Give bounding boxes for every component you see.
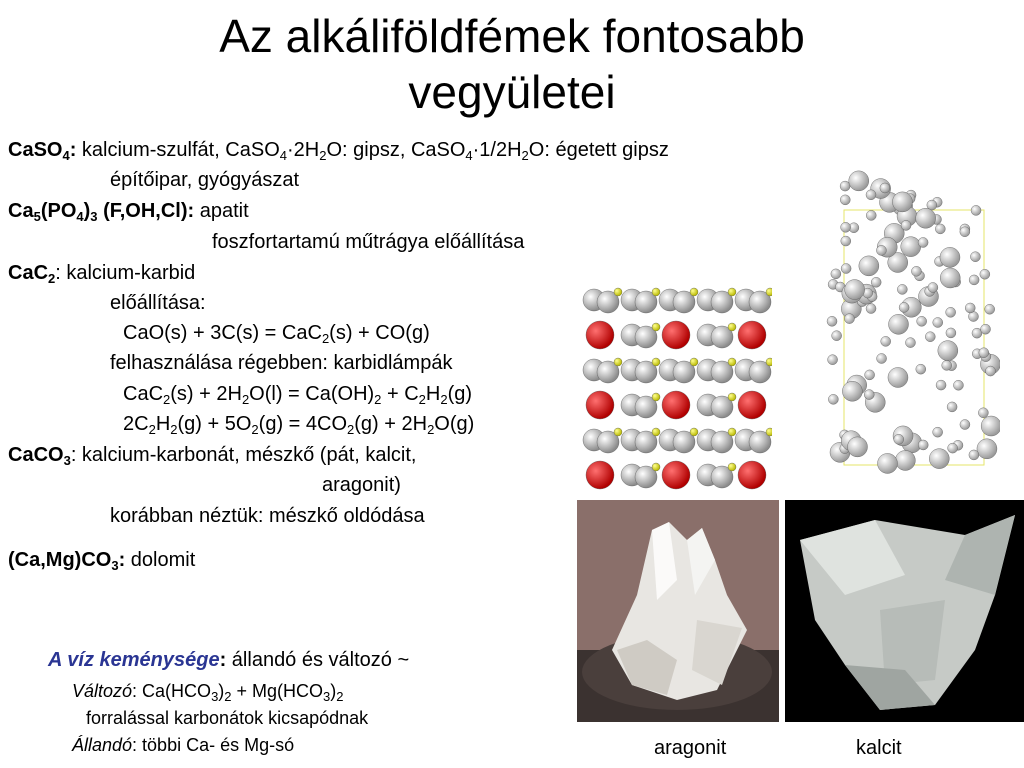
oxygen-atom	[985, 366, 995, 376]
calcium-atom	[895, 450, 915, 470]
carbon-atom	[690, 428, 698, 436]
oxygen-atom	[827, 316, 837, 326]
oxygen-atom	[841, 222, 851, 232]
calcium-atom	[916, 208, 936, 228]
calcium-atom	[901, 237, 921, 257]
carbon-atom	[652, 393, 660, 401]
oxygen-atom	[918, 440, 928, 450]
oxygen-atom	[978, 408, 988, 418]
oxygen-atom	[948, 443, 958, 453]
carbon-atom	[652, 323, 660, 331]
carbon-atom	[652, 463, 660, 471]
oxygen-atom	[866, 190, 876, 200]
title-line-1: Az alkáliföldfémek fontosabb	[219, 10, 805, 62]
carbon-atom	[728, 288, 736, 296]
oxygen-atom	[947, 402, 957, 412]
oxygen-atom	[840, 181, 850, 191]
oxygen-atom	[969, 275, 979, 285]
calcium-atom	[938, 341, 958, 361]
calcium-atom	[859, 256, 879, 276]
calcium-atom	[845, 280, 865, 300]
oxygen-atom	[899, 302, 909, 312]
caco3-note: korábban néztük: mészkő oldódása	[110, 505, 425, 527]
slide-title	[0, 8, 1024, 120]
calcium-atom	[940, 268, 960, 288]
oxygen-atom	[965, 303, 975, 313]
hardness-temp: Változó: $Ca(HCO_3)_2 + Mg(HCO_3)_2$	[72, 681, 344, 704]
caco3-line2: aragonit)	[322, 474, 401, 496]
oxygen-atom	[897, 284, 907, 294]
oxygen-atom	[980, 269, 990, 279]
oxygen-atom	[928, 282, 938, 292]
oxygen-atom	[866, 304, 876, 314]
oxygen-atom	[866, 210, 876, 220]
calcium-atom	[842, 381, 862, 401]
oxygen-atom	[911, 266, 921, 276]
calcium-atom	[586, 461, 614, 489]
calcium-atom	[847, 437, 867, 457]
cac2-line: CaC$_2$: kalcium-karbid	[8, 262, 196, 286]
carbon-atom	[728, 323, 736, 331]
oxygen-atom	[864, 390, 874, 400]
oxygen-atom	[953, 380, 963, 390]
carbon-atom	[766, 358, 772, 366]
oxygen-atom	[960, 420, 970, 430]
carbon-atom	[690, 358, 698, 366]
carbon-atom	[728, 428, 736, 436]
calcium-atom	[877, 453, 897, 473]
caption-kalcit: kalcit	[856, 737, 902, 759]
oxygen-atom	[936, 380, 946, 390]
oxygen-atom	[971, 205, 981, 215]
calcium-atom	[981, 416, 1000, 436]
calcium-atom	[662, 461, 690, 489]
carbon-atom	[728, 393, 736, 401]
oxygen-atom	[969, 450, 979, 460]
carbon-atom	[614, 288, 622, 296]
oxygen-atom	[832, 331, 842, 341]
oxygen-atom	[876, 245, 886, 255]
oxygen-atom	[933, 317, 943, 327]
cac2-eq1: CaO(s) + 3C(s) = CaC$_2$(s) + CO(g)	[123, 322, 430, 346]
calcium-atom	[738, 321, 766, 349]
oxygen-atom	[871, 277, 881, 287]
oxygen-atom	[877, 353, 887, 363]
carbon-atom	[728, 358, 736, 366]
oxygen-atom	[942, 360, 952, 370]
caso4-use: építőipar, gyógyászat	[110, 169, 300, 191]
oxygen-atom	[841, 264, 851, 274]
oxygen-atom	[946, 307, 956, 317]
caso4-line: CaSO$_4$: kalcium-szulfát, $CaSO_4\cdot 2H_2O$: gipsz, $CaSO_4\cdot 1/2H_2O$: égetett gipsz	[8, 139, 669, 163]
calcium-atom	[849, 171, 869, 191]
oxygen-atom	[828, 394, 838, 404]
calcium-atom	[586, 321, 614, 349]
oxygen-atom	[831, 269, 841, 279]
calcium-atom	[977, 439, 997, 459]
hardness-perm: Állandó: többi Ca- és Mg-só	[72, 735, 295, 755]
oxygen-atom	[918, 237, 928, 247]
aragonit-photo	[577, 500, 779, 722]
cac2-eq2: $CaC_2(s) + 2H_2O(l) = Ca(OH)_2 + C_2H_2(g)$	[123, 383, 473, 407]
oxygen-atom	[933, 427, 943, 437]
calcite-crystal-structure-image	[822, 170, 1000, 480]
caption-aragonit: aragonit	[654, 737, 727, 759]
calcium-atom	[738, 461, 766, 489]
carbon-atom	[766, 288, 772, 296]
oxygen-atom	[901, 220, 911, 230]
oxygen-atom	[828, 355, 838, 365]
calcium-atom	[738, 391, 766, 419]
oxygen-atom	[840, 195, 850, 205]
calcium-atom	[662, 391, 690, 419]
cac2-eq3: $2C_2H_2(g) + 5O_2(g) = 4CO_2(g) + 2H_2O(g)$	[123, 413, 475, 437]
calcium-atom	[888, 367, 908, 387]
dolomit-line: $(Ca,Mg)CO_3$: dolomit	[8, 549, 196, 573]
carbon-atom	[766, 428, 772, 436]
cac2-crystal-structure-image	[582, 282, 772, 494]
carbon-atom	[690, 288, 698, 296]
oxygen-atom	[935, 224, 945, 234]
oxygen-atom	[916, 364, 926, 374]
oxygen-atom	[946, 328, 956, 338]
carbon-atom	[614, 358, 622, 366]
carbon-atom	[652, 428, 660, 436]
oxygen-atom	[881, 336, 891, 346]
oxygen-atom	[979, 348, 989, 358]
oxygen-atom	[841, 236, 851, 246]
oxygen-atom	[917, 316, 927, 326]
hardness-temp-note: forralással karbonátok kicsapódnak	[86, 708, 369, 728]
calcium-atom	[586, 391, 614, 419]
carbon-atom	[652, 288, 660, 296]
apatit-line: $Ca_5(PO_4)_3$ (F,OH,Cl): apatit	[8, 200, 249, 224]
carbon-atom	[728, 463, 736, 471]
apatit-use: foszfortartamú műtrágya előállítása	[212, 231, 525, 253]
calcium-atom	[929, 449, 949, 469]
cac2-prep: előállítása:	[110, 292, 206, 314]
caco3-line: CaCO$_3$: kalcium-karbonát, mészkő (pát, kalcit,	[8, 444, 417, 468]
oxygen-atom	[970, 252, 980, 262]
oxygen-atom	[880, 183, 890, 193]
oxygen-atom	[985, 304, 995, 314]
carbon-atom	[652, 358, 660, 366]
calcium-atom	[662, 321, 690, 349]
oxygen-atom	[844, 314, 854, 324]
carbon-atom	[614, 428, 622, 436]
calcium-atom	[940, 247, 960, 267]
oxygen-atom	[894, 434, 904, 444]
kalcit-photo	[785, 500, 1024, 722]
oxygen-atom	[960, 227, 970, 237]
calcium-atom	[892, 192, 912, 212]
title-line-2: vegyületei	[408, 66, 616, 118]
calcium-atom	[889, 314, 909, 334]
oxygen-atom	[981, 324, 991, 334]
oxygen-atom	[905, 338, 915, 348]
oxygen-atom	[865, 370, 875, 380]
hardness-line: A víz keménysége: állandó és változó ~	[48, 649, 410, 671]
oxygen-atom	[925, 332, 935, 342]
cac2-use: felhasználása régebben: karbidlámpák	[110, 352, 453, 374]
